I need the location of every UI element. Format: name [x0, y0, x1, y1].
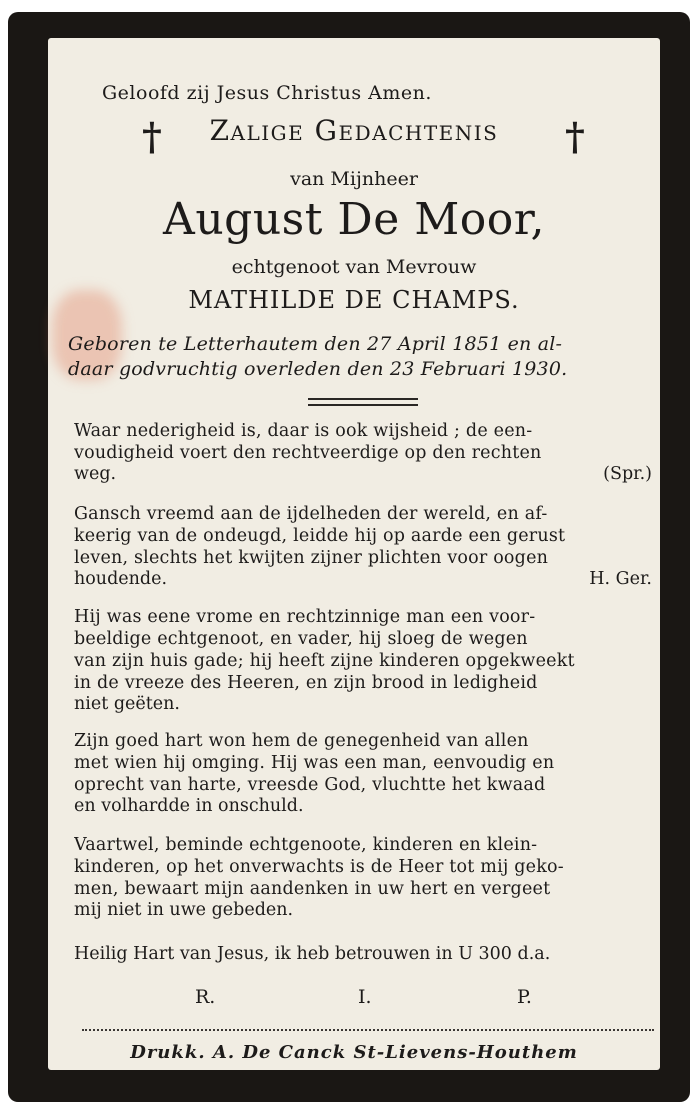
- paragraph-line: Hij was eene vrome en rechtzinnige man een voor-: [74, 607, 536, 627]
- printer-credit: Drukk. A. De Canck St-Lievens-Houthem: [130, 1042, 578, 1063]
- paragraph-line: voudigheid voert den rechtveerdige op den rechten: [74, 443, 542, 463]
- paragraph-last-row: [74, 464, 652, 486]
- paragraph: [74, 834, 652, 900]
- paragraph-line: kinderen, op het onverwachts is de Heer tot mij geko-: [74, 857, 564, 877]
- invocation: Geloofd zij Jesus Christus Amen.: [102, 82, 432, 104]
- paragraph-line: beeldige echtgenoot, en vader, hij sloeg de wegen: [74, 629, 528, 649]
- birth-line-1: Geboren te Letterhautem den 27 April 1851 en al-: [68, 333, 563, 355]
- paragraph-last-row: [74, 569, 652, 591]
- spouse-intro: echtgenoot van Mevrouw: [231, 256, 477, 278]
- paragraph-last-line: niet geëten.: [74, 694, 180, 714]
- paragraph: [74, 606, 652, 694]
- paragraph-line: Waar nederigheid is, daar is ook wijsheid ; de een-: [74, 421, 533, 441]
- paragraph-last-row: [74, 694, 652, 716]
- paragraph-line: Vaartwel, beminde echtgenoote, kinderen en klein-: [74, 835, 538, 855]
- paragraph-line: leven, slechts het kwijten zijner plichten voor oogen: [74, 548, 549, 568]
- paragraph-line: Gansch vreemd aan de ijdelheden der wereld, en af-: [74, 504, 548, 524]
- paragraph-last-line: en volhardde in onschuld.: [74, 796, 304, 816]
- paragraph-line: keerig van de ondeugd, leidde hij op aarde een gerust: [74, 526, 566, 546]
- paragraph-line: met wien hij omging. Hij was een man, eenvoudig en: [74, 753, 555, 773]
- rip-letter-p: P.: [517, 986, 532, 1008]
- paragraph-last-line: houdende.: [74, 569, 168, 589]
- paragraph-line: oprecht van harte, vreesde God, vluchtte het kwaad: [74, 775, 546, 795]
- paragraph-last-row: [74, 796, 652, 818]
- paragraph-line: men, bewaart mijn aandenken in uw hert en vergeet: [74, 879, 551, 899]
- paragraph-last-line: mij niet in uwe gebeden.: [74, 900, 294, 920]
- dotted-divider: [82, 1029, 654, 1031]
- paragraph-line: Zijn goed hart won hem de genegenheid van allen: [74, 731, 529, 751]
- divider-rule-bottom: [308, 404, 418, 406]
- paragraph-line: van zijn huis gade; hij heeft zijne kinderen opgekweekt: [74, 651, 575, 671]
- paragraph: [74, 503, 652, 569]
- prayer-text: Heilig Hart van Jesus, ik heb betrouwen in U 300 d.a.: [74, 944, 551, 964]
- right-cross-icon: †: [565, 114, 585, 159]
- scripture-reference: (Spr.): [603, 464, 652, 484]
- spouse-name: MATHILDE DE CHAMPS.: [188, 286, 520, 314]
- deceased-name: August De Moor,: [163, 194, 545, 245]
- paragraph: [74, 730, 652, 796]
- rip-letter-i: I.: [358, 986, 372, 1008]
- birth-line-2: daar godvruchtig overleden den 23 Februari 1930.: [68, 358, 568, 380]
- paragraph-line: in de vreeze des Heeren, en zijn brood in ledigheid: [74, 673, 538, 693]
- divider-rule-top: [308, 398, 418, 400]
- prayer-line: [74, 944, 652, 966]
- paragraph-last-row: [74, 900, 652, 922]
- memorial-title: Zalige Gedachtenis: [209, 114, 499, 147]
- van-mijnheer: van Mijnheer: [290, 168, 418, 190]
- left-cross-icon: †: [142, 114, 162, 159]
- paragraph-last-line: weg.: [74, 464, 117, 484]
- scripture-reference: H. Ger.: [589, 569, 652, 589]
- rip-letter-r: R.: [195, 986, 216, 1008]
- paragraph: [74, 420, 652, 464]
